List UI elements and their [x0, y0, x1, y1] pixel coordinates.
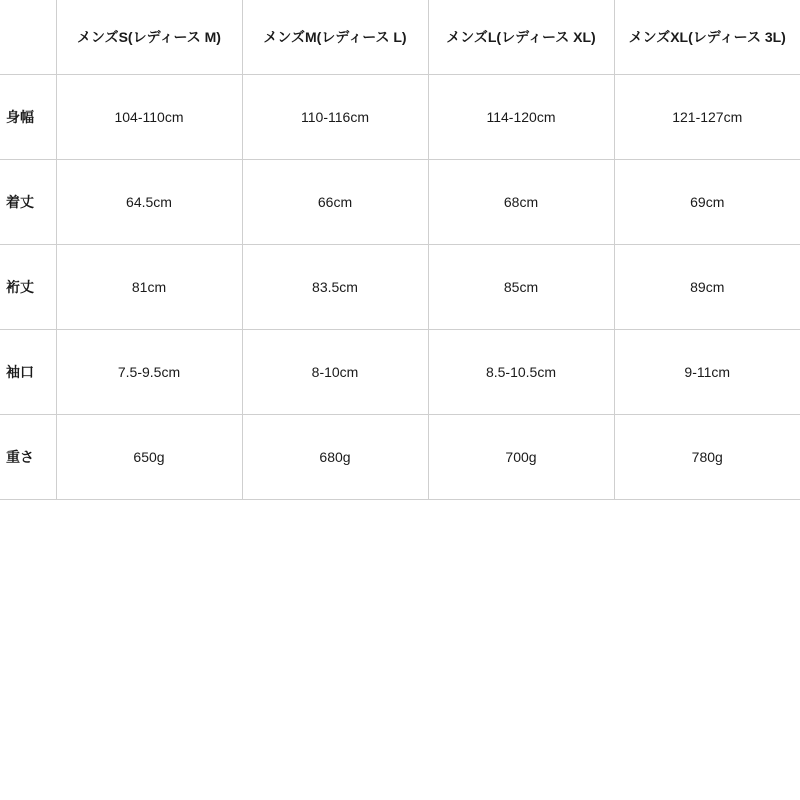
table-row	[0, 415, 800, 500]
cell-cuff-s: 7.5-9.5cm	[56, 330, 242, 415]
row-header-body-width: 身幅	[0, 75, 56, 160]
cell-weight-l: 700g	[428, 415, 614, 500]
cell-cuff-m: 8-10cm	[242, 330, 428, 415]
cell-body-width-s: 104-110cm	[56, 75, 242, 160]
row-header-cuff: 袖口	[0, 330, 56, 415]
column-header-mens-xl: メンズXL(レディース 3L)	[614, 0, 800, 75]
table-row	[0, 75, 800, 160]
row-header-length: 着丈	[0, 160, 56, 245]
column-header-mens-s: メンズS(レディース M)	[56, 0, 242, 75]
cell-sleeve-length-m: 83.5cm	[242, 245, 428, 330]
cell-weight-m: 680g	[242, 415, 428, 500]
cell-weight-s: 650g	[56, 415, 242, 500]
column-header-mens-l: メンズL(レディース XL)	[428, 0, 614, 75]
table-row	[0, 160, 800, 245]
cell-body-width-xl: 121-127cm	[614, 75, 800, 160]
cell-length-l: 68cm	[428, 160, 614, 245]
row-header-weight: 重さ	[0, 415, 56, 500]
table-row	[0, 245, 800, 330]
cell-body-width-m: 110-116cm	[242, 75, 428, 160]
table-header-row	[0, 0, 800, 75]
cell-length-s: 64.5cm	[56, 160, 242, 245]
cell-length-m: 66cm	[242, 160, 428, 245]
cell-body-width-l: 114-120cm	[428, 75, 614, 160]
column-header-mens-m: メンズM(レディース L)	[242, 0, 428, 75]
cell-weight-xl: 780g	[614, 415, 800, 500]
table-row	[0, 330, 800, 415]
cell-cuff-l: 8.5-10.5cm	[428, 330, 614, 415]
cell-sleeve-length-s: 81cm	[56, 245, 242, 330]
cell-sleeve-length-l: 85cm	[428, 245, 614, 330]
row-header-sleeve-length: 裄丈	[0, 245, 56, 330]
cell-cuff-xl: 9-11cm	[614, 330, 800, 415]
table-corner-cell	[0, 0, 56, 75]
cell-length-xl: 69cm	[614, 160, 800, 245]
cell-sleeve-length-xl: 89cm	[614, 245, 800, 330]
